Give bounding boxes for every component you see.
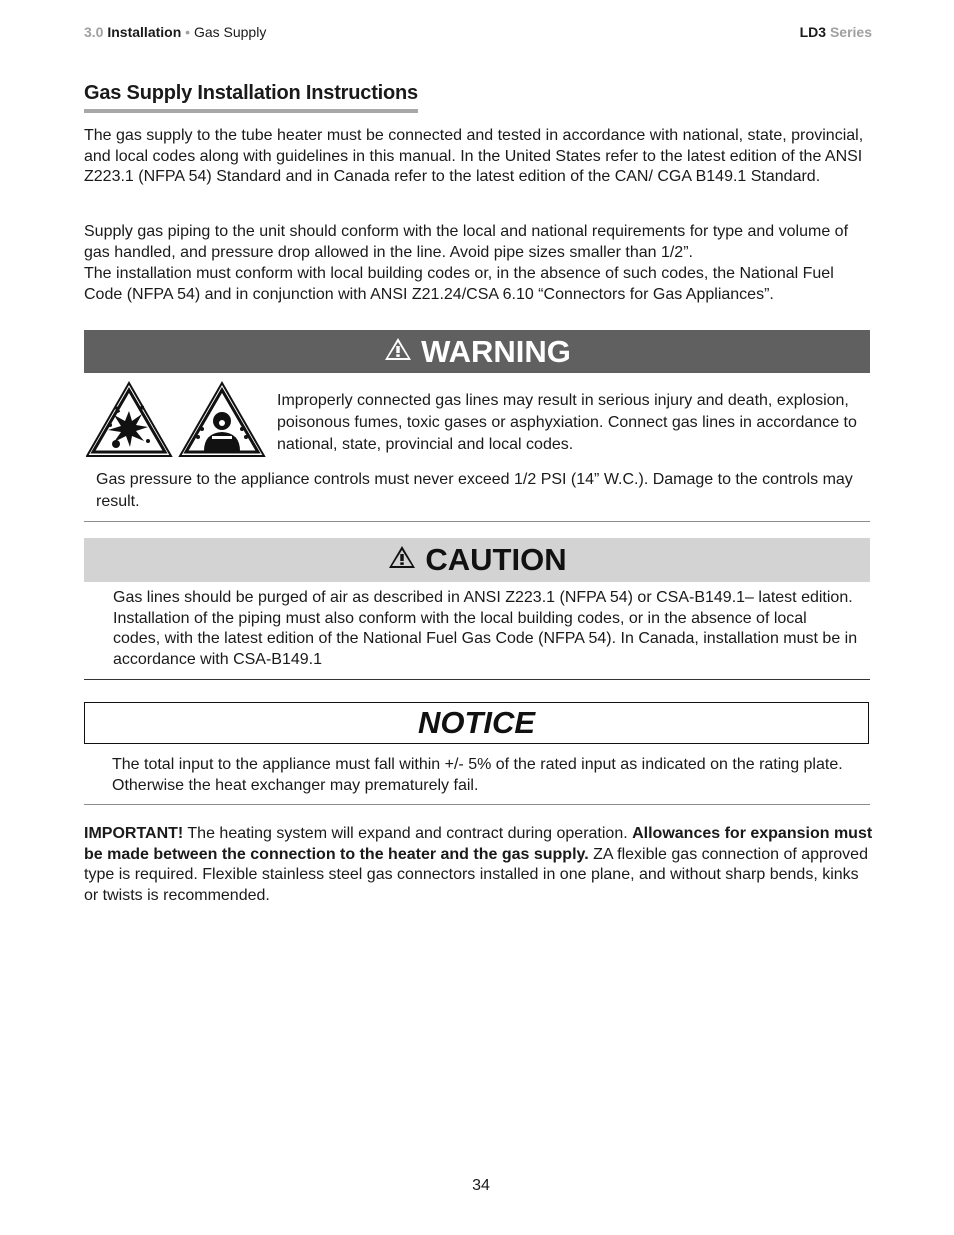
paragraph-installation: The installation must conform with local building codes or, in the absence of such codes, the National Fuel Code (NFPA 54) and in conjunction with ANSI Z21.24/CSA 6.10 “Connectors for Gas Appliances”. <box>84 265 834 303</box>
paragraph-codes: The gas supply to the tube heater must be connected and tested in accordance with national, state, provincial, and local codes along with guidelines in this manual. In the United States refer to the latest edition of the ANSI Z223.1 (NFPA 54) Standard and in Canada refer to the latest edition of the CAN/ CGA B149.1 Standard. <box>84 127 864 185</box>
warning-banner <box>84 330 870 373</box>
caution-text: Gas lines should be purged of air as described in ANSI Z223.1 (NFPA 54) or CSA-B149.1– latest edition. Installation of the piping must also conform with the local building codes, or in the absence of local codes, with the latest edition of the National Fuel Gas Code (NFPA 54). In Canada, installation must be in accordance with CSA-B149.1 <box>113 589 858 668</box>
caution-banner <box>84 538 870 582</box>
important-lead: IMPORTANT! <box>84 825 184 842</box>
warning-label: WARNING <box>421 333 571 369</box>
header-bullet: • <box>185 24 191 40</box>
toxic-gas-hazard-icon <box>180 383 264 456</box>
header-section-name: Installation <box>107 24 182 40</box>
important-paragraph <box>84 824 874 906</box>
page-header <box>84 24 872 44</box>
warning-text-primary: Improperly connected gas lines may result in serious injury and death, explosion, poisonous fumes, toxic gases or asphyxiation. Connect gas lines in accordance to national, state, provincial and local codes. <box>277 392 857 453</box>
section-title: Gas Supply Installation Instructions <box>84 82 418 113</box>
caution-divider <box>84 679 870 680</box>
warning-divider <box>84 521 870 522</box>
warning-text-pressure: Gas pressure to the appliance controls must never exceed 1/2 PSI (14” W.C.). Damage to the controls may result. <box>96 471 853 510</box>
explosion-hazard-icon <box>87 383 171 456</box>
notice-label: NOTICE <box>417 705 536 740</box>
notice-divider <box>84 804 870 805</box>
important-text-2: ZA flexible gas connection of approved type is required. Flexible stainless steel gas connectors installed in one plane, and without sharp bends, kinks or twists is recommended. <box>84 845 868 904</box>
header-series-word: Series <box>829 24 872 40</box>
important-bold-text: Allowances for expansion must be made between the connection to the heater and the gas supply. <box>84 825 873 863</box>
page-number: 34 <box>472 1177 490 1194</box>
caution-triangle-icon <box>387 542 417 578</box>
warning-triangle-icon <box>383 334 413 370</box>
notice-text: The total input to the appliance must fall within +/- 5% of the rated input as indicated on the rating plate. Otherwise the heat exchanger may prematurely fail. <box>112 756 843 794</box>
header-section-number: 3.0 <box>84 24 104 40</box>
caution-label: CAUTION <box>425 542 567 577</box>
header-series <box>800 24 872 40</box>
important-text-1: The heating system will expand and contract during operation. <box>183 825 633 842</box>
hazard-icons <box>86 381 266 459</box>
header-subsection: Gas Supply <box>193 24 267 40</box>
notice-banner <box>84 702 869 744</box>
header-breadcrumb <box>84 24 266 40</box>
header-model: LD3 <box>799 24 827 40</box>
paragraph-piping: Supply gas piping to the unit should conform with the local and national requirements for type and volume of gas handled, and pressure drop allowed in the line. Avoid pipe sizes smaller than 1/2”. <box>84 223 849 261</box>
